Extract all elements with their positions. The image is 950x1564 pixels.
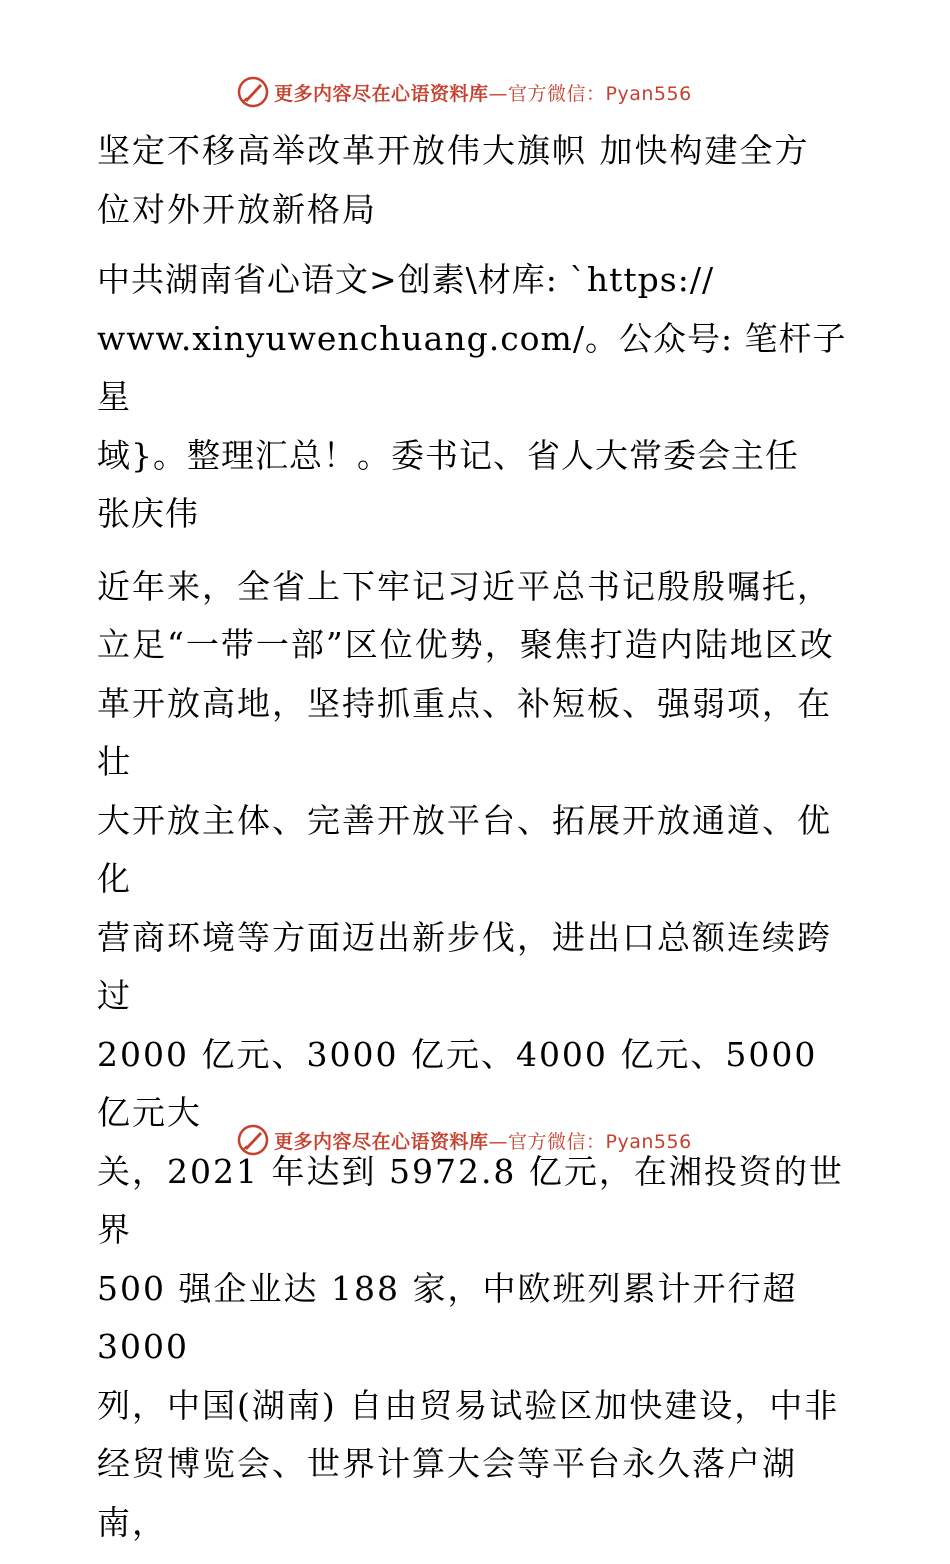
document-body (97, 122, 857, 1564)
footer-banner (236, 1120, 692, 1160)
quill-logo-icon (236, 1123, 270, 1157)
author-byline: 中共湖南省心语文>创素\材库: `https:// www.xinyuwenchuang.com/。公众号: 笔杆子星 域}。整理汇总！。委书记、省人大常委会主任 张庆伟 (97, 260, 847, 533)
header-banner (236, 72, 692, 112)
banner-suffix: —官方微信：Pyan556 (488, 1130, 692, 1153)
body-paragraph: 近年来，全省上下牢记习近平总书记殷殷嘱托， 立足“一带一部”区位优势，聚焦打造内陆地区改 革开放高地，坚持抓重点、补短板、强弱项，在壮 大开放主体、完善开放平台、拓展开放通道、优化 营商环境等方面迈出新步伐，进出口总额连续跨过 2000 亿元、3000 亿元、4000 亿元、5000 亿元大 关，2021 年达到 5972.8 亿元，在湘投资的世界 500 强企业达 188 家，中欧班列累计开行超 3000 列，中国(湖南) 自由贸易试验区加快建设，中非 经贸博览会、世界计算大会等平台永久落户湖南， (97, 566, 844, 1542)
banner-text: 更多内容尽在心语资料库 (274, 82, 489, 105)
quill-logo-icon (236, 75, 270, 109)
banner-text: 更多内容尽在心语资料库 (274, 1130, 489, 1153)
article-title: 坚定不移高举改革开放伟大旗帜 加快构建全方 位对外开放新格局 (97, 131, 810, 229)
banner-suffix: —官方微信：Pyan556 (488, 82, 692, 105)
